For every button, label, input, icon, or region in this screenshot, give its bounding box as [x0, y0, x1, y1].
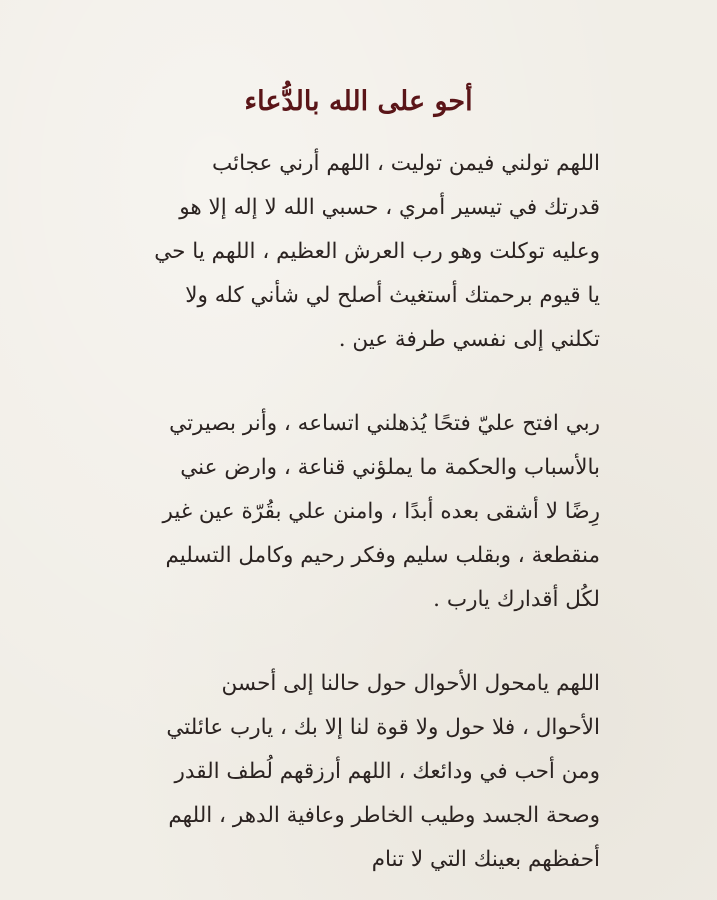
- text-line: رِضًا لا أشقى بعده أبدًا ، وامنن علي بقُرّة عين غير: [162, 499, 600, 524]
- text-line: بالأسباب والحكمة ما يملؤني قناعة ، وارض عني: [180, 455, 600, 480]
- text-line: لكُل أقدارك يارب .: [433, 587, 600, 612]
- text-line: وعليه توكلت وهو رب العرش العظيم ، اللهم يا حي: [154, 239, 600, 264]
- text-line: منقطعة ، وبقلب سليم وفكر رحيم وكامل التسليم: [165, 543, 600, 568]
- text-line: ربي افتح عليّ فتحًا يُذهلني اتساعه ، وأنر بصيرتي: [169, 411, 600, 436]
- paragraph-2: [130, 402, 600, 622]
- text-line: ومن أحب في ودائعك ، اللهم أرزقهم لُطف القدر: [174, 759, 600, 784]
- text-line: تكلني إلى نفسي طرفة عين .: [338, 327, 600, 352]
- paragraph-3: [130, 662, 600, 882]
- text-line: اللهم يامحول الأحوال حول حالنا إلى أحسن: [221, 671, 600, 696]
- text-line: يا قيوم برحمتك أستغيث أصلح لي شأني كله ولا: [185, 283, 600, 308]
- page-title: أحو على الله بالدُّعاء: [244, 86, 473, 117]
- text-line: اللهم تولني فيمن توليت ، اللهم أرني عجائب: [212, 151, 600, 176]
- text-line: أحفظهم بعينك التي لا تنام: [371, 847, 600, 872]
- text-line: الأحوال ، فلا حول ولا قوة لنا إلا بك ، يارب عائلتي: [166, 715, 600, 740]
- text-line: قدرتك في تيسير أمري ، حسبي الله لا إله إلا هو: [179, 195, 600, 220]
- paragraph-1: [130, 142, 600, 362]
- text-line: وصحة الجسد وطيب الخاطر وعافية الدهر ، اللهم: [168, 803, 600, 828]
